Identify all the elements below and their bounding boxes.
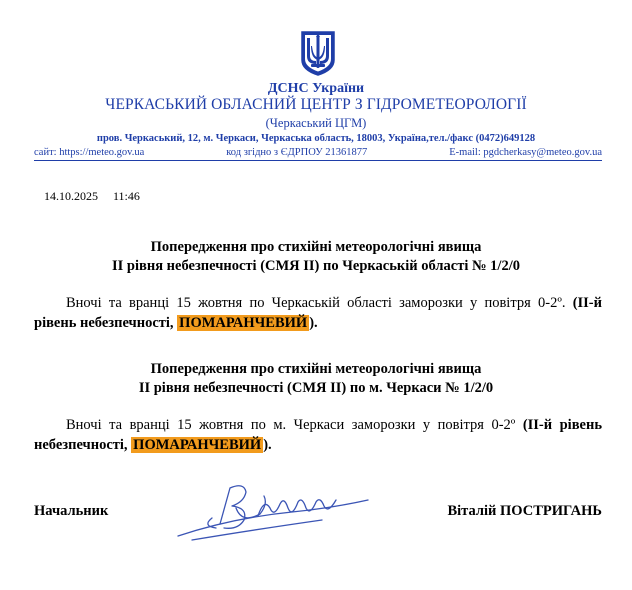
warning1-level-badge: ПОМАРАНЧЕВИЙ	[179, 315, 308, 331]
handwritten-signature	[172, 478, 374, 546]
contact-line	[34, 146, 602, 161]
edrpou-code: код згідно з ЄДРПОУ 21361877	[226, 147, 368, 158]
warning1-text	[34, 293, 602, 333]
address-line: пров. Черкаський, 12, м. Черкаси, Черкаська область, 18003, Україна,тел./факс (0472)649128	[96, 133, 536, 144]
warning2-level-suffix: ).	[263, 437, 272, 453]
warning2-level-badge: ПОМАРАНЧЕВИЙ	[133, 437, 262, 453]
ukraine-trident-icon	[300, 30, 336, 76]
signatory-title: Начальник	[34, 503, 109, 519]
signatory-name: Віталій ПОСТРИГАНЬ	[447, 503, 602, 519]
warning1-body: Вночі та вранці 15 жовтня по Черкаській області заморозки у повітря 0-2º.	[66, 295, 566, 311]
site-link[interactable]: сайт: https://meteo.gov.ua	[34, 147, 145, 158]
document-datetime	[44, 189, 140, 204]
document-date: 14.10.2025	[44, 189, 98, 203]
short-name: (Черкаський ЦГМ)	[265, 116, 367, 130]
email-link[interactable]: E-mail: pgdcherkasy@meteo.gov.ua	[449, 147, 602, 158]
warning2-text	[34, 415, 602, 455]
warning1-heading	[0, 238, 632, 276]
warning2-level-prefix: (ІІ-й рівень небезпечності,	[34, 417, 602, 453]
warning2-body: Вночі та вранці 15 жовтня по м. Черкаси заморозки у повітря 0-2º	[66, 417, 516, 433]
warning1-level-prefix: (ІІ-й рівень небезпечності,	[34, 295, 602, 331]
org-name: ДСНС України	[267, 81, 365, 96]
warning1-level-suffix: ).	[309, 315, 318, 331]
warning2-heading-line2: ІІ рівня небезпечності (СМЯ ІІ) по м. Черкаси № 1/2/0	[138, 380, 494, 396]
warning2-heading-line1: Попередження про стихійні метеорологічні явища	[150, 361, 482, 377]
document-time: 11:46	[113, 189, 140, 203]
warning1-heading-line1: Попередження про стихійні метеорологічні явища	[150, 239, 482, 255]
warning2-heading	[0, 360, 632, 398]
warning1-heading-line2: ІІ рівня небезпечності (СМЯ ІІ) по Черкаській області № 1/2/0	[112, 258, 520, 274]
center-name: ЧЕРКАСЬКИЙ ОБЛАСНИЙ ЦЕНТР З ГІДРОМЕТЕОРОЛОГІЇ	[105, 96, 527, 113]
